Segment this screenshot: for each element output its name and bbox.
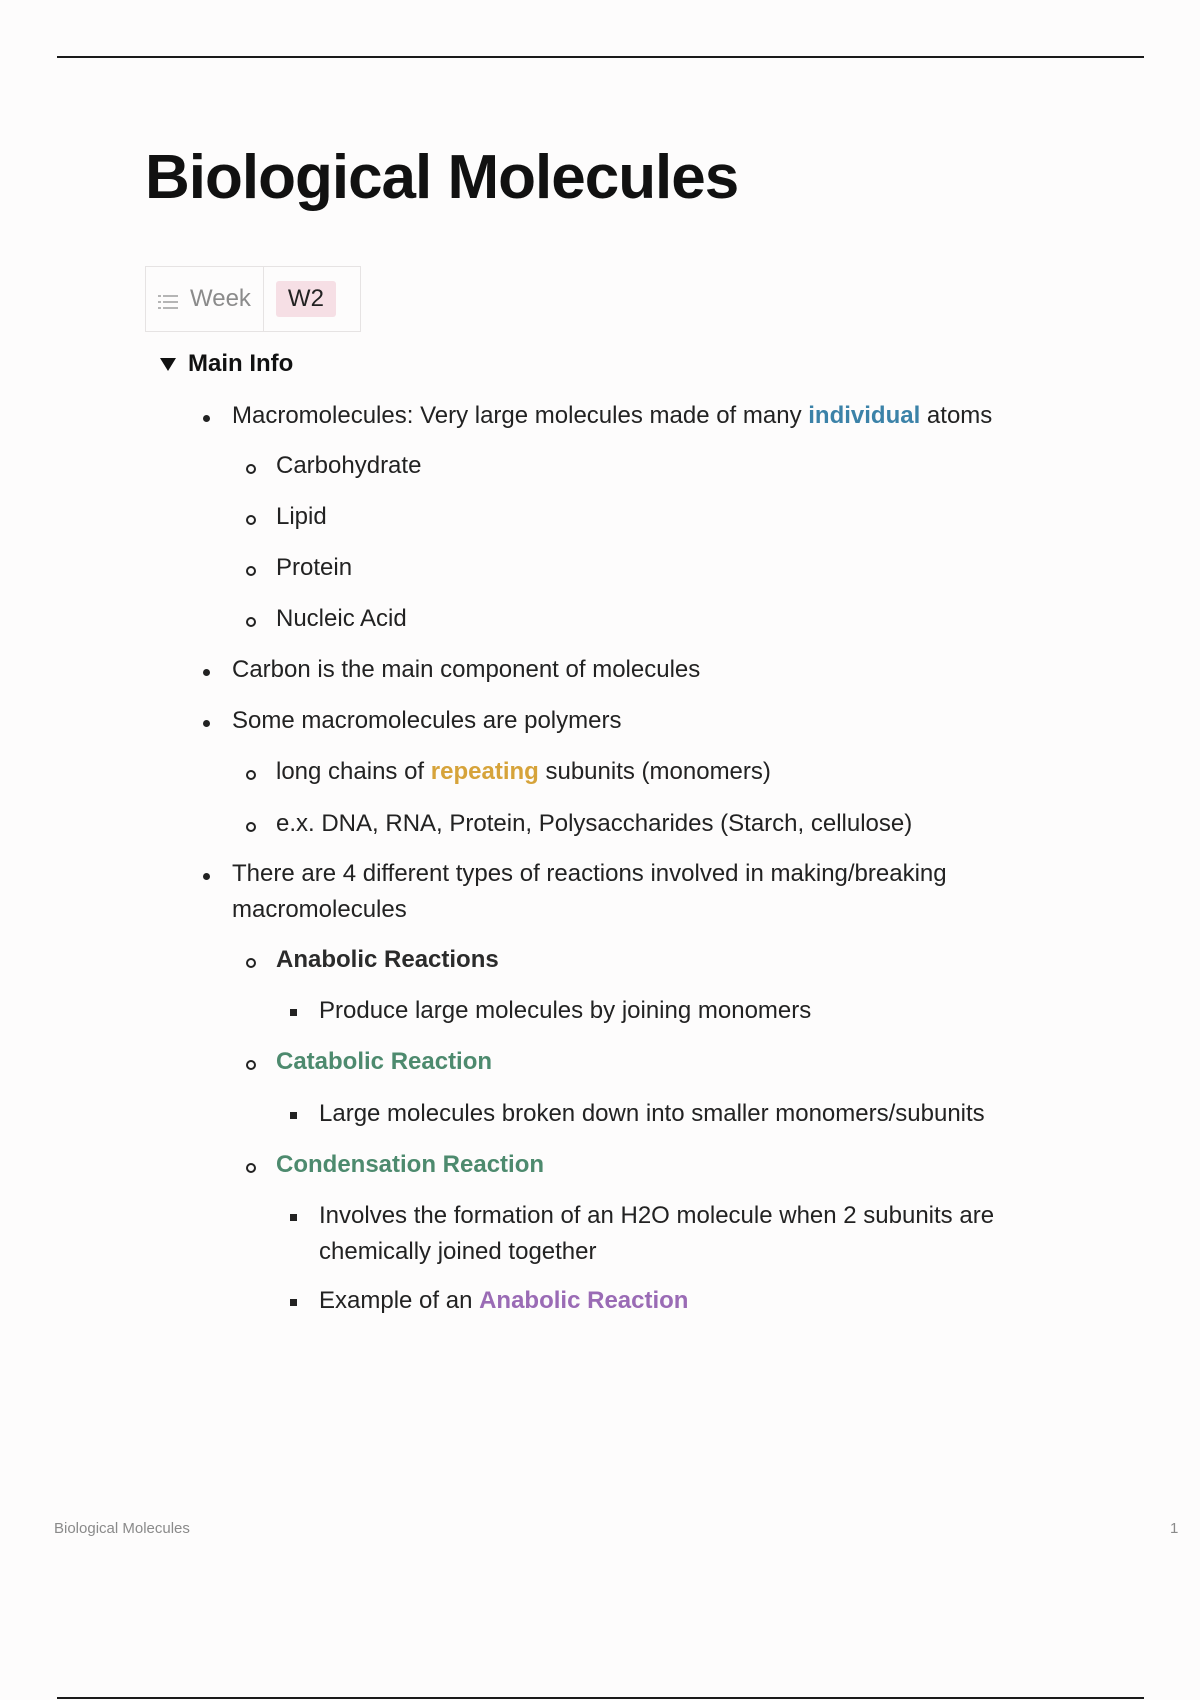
toggle-label: Main Info (188, 350, 294, 377)
main-info-toggle[interactable] (160, 350, 293, 378)
bullet-dot (203, 873, 210, 880)
list-item: Large molecules broken down into smaller monomers/subunits (319, 1100, 985, 1127)
list-item: Carbohydrate (276, 452, 422, 479)
bullet-ring (246, 464, 256, 474)
text: Example of an (319, 1287, 480, 1314)
text: atoms (920, 402, 993, 429)
triangle-down-icon[interactable] (160, 358, 176, 371)
bullet-ring (246, 822, 256, 832)
property-row (145, 266, 361, 332)
highlight-repeating: repeating (430, 758, 539, 785)
page-title: Biological Molecules (145, 143, 739, 212)
bullet-dot (203, 669, 210, 676)
list-item: Involves the formation of an H2O molecule when 2 subunits are chemically joined together (319, 1202, 995, 1265)
bullet-dot (203, 720, 210, 727)
bullet-square (290, 1009, 297, 1016)
list-icon (158, 294, 178, 310)
bullet-ring (246, 617, 256, 627)
highlight-anabolic-reaction: Anabolic Reaction (479, 1287, 689, 1314)
list-item: Anabolic Reactions (276, 946, 499, 973)
bullet-ring (246, 566, 256, 576)
property-value[interactable] (264, 267, 360, 331)
bullet-ring (246, 515, 256, 525)
list-item: Catabolic Reaction (276, 1048, 493, 1075)
bullet-square (290, 1214, 297, 1221)
page-number: 1 (1170, 1520, 1179, 1537)
property-name (146, 267, 264, 331)
bullet-square (290, 1299, 297, 1306)
list-item: Nucleic Acid (276, 605, 407, 632)
bullet-ring (246, 1163, 256, 1173)
top-rule (57, 56, 1144, 58)
text: long chains of (276, 758, 431, 785)
bullet-dot (203, 415, 210, 422)
list-item: Produce large molecules by joining monomers (319, 997, 812, 1024)
property-name-label: Week (190, 285, 251, 312)
list-item (276, 754, 771, 790)
text: Macromolecules: Very large molecules made of many (232, 402, 809, 429)
bottom-rule (57, 1697, 1144, 1699)
list-item: Protein (276, 554, 353, 581)
bullet-ring (246, 958, 256, 968)
list-item: Some macromolecules are polymers (232, 707, 622, 734)
footer-title: Biological Molecules (54, 1520, 190, 1537)
bullet-ring (246, 1060, 256, 1070)
highlight-individual: individual (808, 402, 921, 429)
bullet-ring (246, 770, 256, 780)
bullet-square (290, 1112, 297, 1119)
list-item (232, 398, 992, 434)
text: subunits (monomers) (538, 758, 771, 785)
week-tag: W2 (276, 281, 336, 317)
list-item: e.x. DNA, RNA, Protein, Polysaccharides (Starch, cellulose) (276, 810, 913, 837)
list-item: Carbon is the main component of molecules (232, 656, 701, 683)
list-item: Lipid (276, 503, 327, 530)
list-item (319, 1283, 688, 1319)
list-item: Condensation Reaction (276, 1151, 545, 1178)
list-item: There are 4 different types of reactions involved in making/breaking macromolecules (232, 860, 947, 923)
